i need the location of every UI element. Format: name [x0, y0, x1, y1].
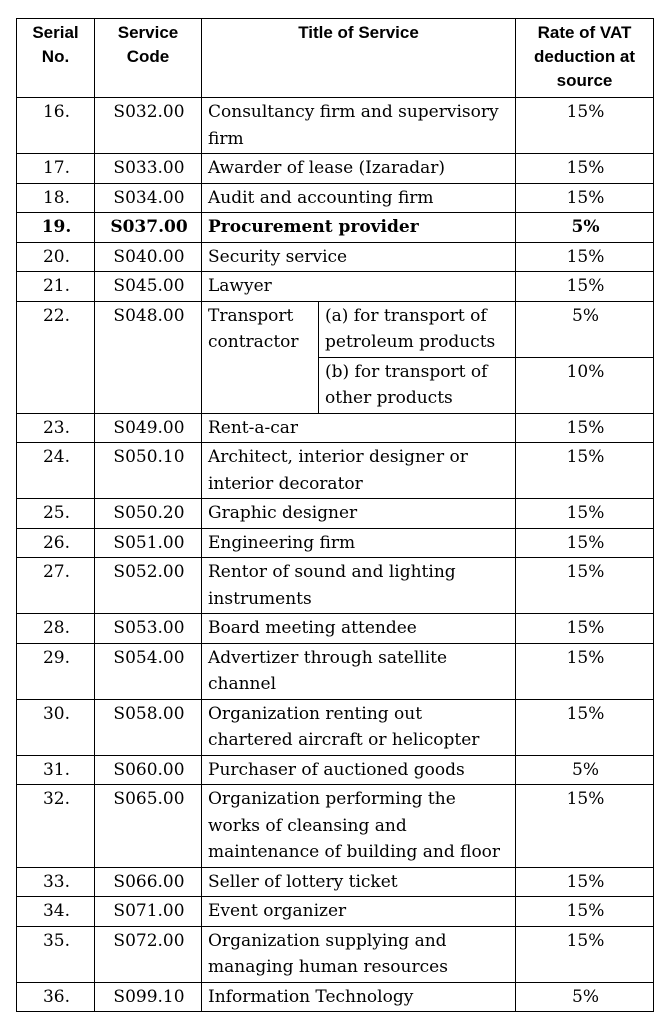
vat-rate-cell: 15% — [516, 413, 654, 443]
service-code-cell: S050.20 — [95, 499, 202, 529]
table-row — [17, 614, 654, 644]
table-row — [17, 272, 654, 302]
vat-rate-cell: 15% — [516, 272, 654, 302]
serial-cell: 21. — [17, 272, 95, 302]
service-code-cell: S045.00 — [95, 272, 202, 302]
vat-rate-cell: 15% — [516, 867, 654, 897]
service-code-cell: S050.10 — [95, 443, 202, 499]
service-code-cell: S071.00 — [95, 897, 202, 927]
vat-rate-cell: 5% — [516, 982, 654, 1012]
table-row — [17, 867, 654, 897]
serial-cell: 20. — [17, 242, 95, 272]
table-row — [17, 643, 654, 699]
vat-rate-cell: 15% — [516, 98, 654, 154]
serial-cell: 27. — [17, 558, 95, 614]
service-title-cell: Lawyer — [202, 272, 516, 302]
service-code-cell: S072.00 — [95, 926, 202, 982]
service-title-cell: Graphic designer — [202, 499, 516, 529]
serial-cell: 36. — [17, 982, 95, 1012]
table-header-row — [17, 19, 654, 98]
table-row-highlighted — [17, 213, 654, 243]
vat-rate-cell: 15% — [516, 785, 654, 868]
serial-cell: 16. — [17, 98, 95, 154]
vat-rate-cell: 5% — [516, 755, 654, 785]
serial-cell: 19. — [17, 213, 95, 243]
service-title-cell: Architect, interior designer or interior decorator — [202, 443, 516, 499]
table-row — [17, 982, 654, 1012]
vat-rate-cell: 5% — [516, 213, 654, 243]
table-row — [17, 301, 654, 357]
table-row — [17, 897, 654, 927]
vat-rate-cell: 15% — [516, 897, 654, 927]
vat-service-table — [16, 18, 654, 1012]
table-row — [17, 443, 654, 499]
sub-service-title-cell: (a) for transport of petroleum products — [319, 301, 516, 357]
service-code-cell: S052.00 — [95, 558, 202, 614]
serial-cell: 28. — [17, 614, 95, 644]
table-row — [17, 755, 654, 785]
service-title-cell: Rentor of sound and lighting instruments — [202, 558, 516, 614]
service-title-cell: Organization renting out chartered aircraft or helicopter — [202, 699, 516, 755]
service-title-cell: Board meeting attendee — [202, 614, 516, 644]
service-code-cell: S060.00 — [95, 755, 202, 785]
table-row — [17, 98, 654, 154]
table-row — [17, 183, 654, 213]
service-code-cell: S048.00 — [95, 301, 202, 413]
serial-cell: 33. — [17, 867, 95, 897]
service-title-cell: Organization supplying and managing human resources — [202, 926, 516, 982]
service-title-cell: Information Technology — [202, 982, 516, 1012]
table-row — [17, 528, 654, 558]
table-row — [17, 926, 654, 982]
serial-cell: 30. — [17, 699, 95, 755]
sub-service-title-cell: (b) for transport of other products — [319, 357, 516, 413]
service-title-cell: Audit and accounting firm — [202, 183, 516, 213]
service-title-cell: Awarder of lease (Izaradar) — [202, 154, 516, 184]
vat-rate-cell: 10% — [516, 357, 654, 413]
table-row — [17, 699, 654, 755]
serial-cell: 35. — [17, 926, 95, 982]
vat-rate-cell: 15% — [516, 926, 654, 982]
table-row — [17, 499, 654, 529]
vat-rate-cell: 15% — [516, 242, 654, 272]
header-service-code: Service Code — [95, 19, 202, 98]
vat-rate-cell: 15% — [516, 699, 654, 755]
vat-rate-cell: 15% — [516, 183, 654, 213]
serial-cell: 25. — [17, 499, 95, 529]
service-code-cell: S054.00 — [95, 643, 202, 699]
service-title-cell: Event organizer — [202, 897, 516, 927]
service-title-cell: Security service — [202, 242, 516, 272]
vat-rate-cell: 15% — [516, 499, 654, 529]
table-row — [17, 242, 654, 272]
service-code-cell: S037.00 — [95, 213, 202, 243]
service-title-cell: Transport contractor — [202, 301, 319, 413]
table-row — [17, 558, 654, 614]
serial-cell: 26. — [17, 528, 95, 558]
service-code-cell: S065.00 — [95, 785, 202, 868]
service-title-cell: Procurement provider — [202, 213, 516, 243]
service-title-cell: Organization performing the works of cleansing and maintenance of building and floor — [202, 785, 516, 868]
service-code-cell: S051.00 — [95, 528, 202, 558]
service-code-cell: S033.00 — [95, 154, 202, 184]
service-code-cell: S099.10 — [95, 982, 202, 1012]
serial-cell: 29. — [17, 643, 95, 699]
service-title-cell: Engineering firm — [202, 528, 516, 558]
vat-rate-cell: 15% — [516, 643, 654, 699]
serial-cell: 23. — [17, 413, 95, 443]
serial-cell: 18. — [17, 183, 95, 213]
serial-cell: 32. — [17, 785, 95, 868]
service-title-cell: Seller of lottery ticket — [202, 867, 516, 897]
service-code-cell: S032.00 — [95, 98, 202, 154]
service-code-cell: S058.00 — [95, 699, 202, 755]
vat-rate-cell: 15% — [516, 614, 654, 644]
service-code-cell: S066.00 — [95, 867, 202, 897]
service-title-cell: Advertizer through satellite channel — [202, 643, 516, 699]
serial-cell: 34. — [17, 897, 95, 927]
header-serial-no: Serial No. — [17, 19, 95, 98]
serial-cell: 22. — [17, 301, 95, 413]
vat-rate-cell: 15% — [516, 443, 654, 499]
serial-cell: 31. — [17, 755, 95, 785]
vat-rate-cell: 15% — [516, 528, 654, 558]
vat-rate-cell: 15% — [516, 154, 654, 184]
service-title-cell: Consultancy firm and supervisory firm — [202, 98, 516, 154]
service-code-cell: S040.00 — [95, 242, 202, 272]
serial-cell: 24. — [17, 443, 95, 499]
table-row — [17, 785, 654, 868]
table-row — [17, 154, 654, 184]
service-title-cell: Rent-a-car — [202, 413, 516, 443]
vat-rate-cell: 15% — [516, 558, 654, 614]
header-title-of-service: Title of Service — [202, 19, 516, 98]
serial-cell: 17. — [17, 154, 95, 184]
service-code-cell: S049.00 — [95, 413, 202, 443]
table-row — [17, 413, 654, 443]
header-vat-rate: Rate of VAT deduction at source — [516, 19, 654, 98]
service-code-cell: S053.00 — [95, 614, 202, 644]
service-code-cell: S034.00 — [95, 183, 202, 213]
service-title-cell: Purchaser of auctioned goods — [202, 755, 516, 785]
vat-rate-cell: 5% — [516, 301, 654, 357]
